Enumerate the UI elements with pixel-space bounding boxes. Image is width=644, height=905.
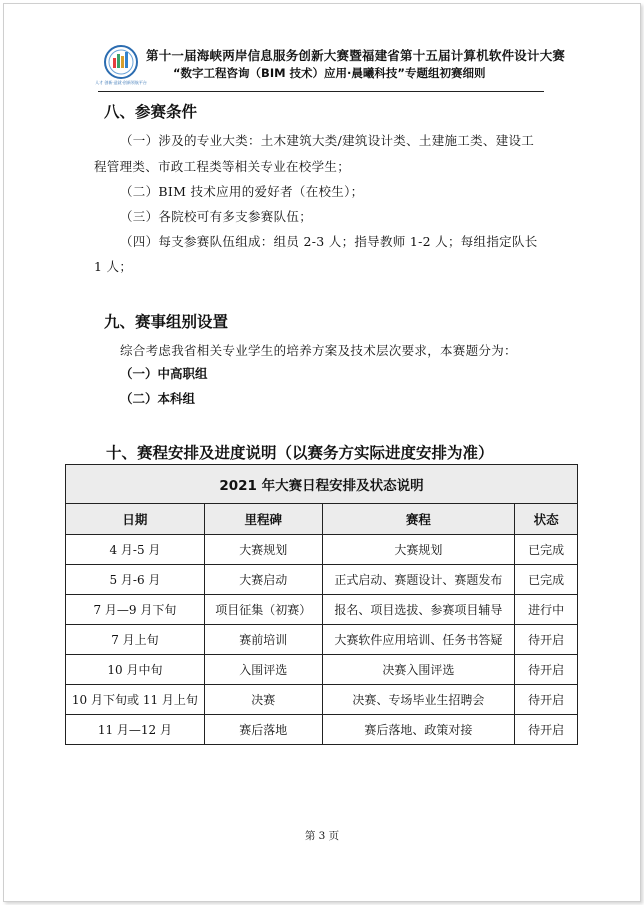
milestone-cell: 赛后落地 xyxy=(204,715,322,745)
contest-logo xyxy=(95,44,147,88)
column-header-schedule: 赛程 xyxy=(322,504,515,535)
date-cell: 10 月中旬 xyxy=(66,655,205,685)
milestone-cell: 赛前培训 xyxy=(204,625,322,655)
schedule-table xyxy=(65,464,578,745)
table-row xyxy=(66,565,578,595)
status-cell: 待开启 xyxy=(515,685,578,715)
page-number: 第 3 页 xyxy=(304,830,340,842)
milestone-cell: 大赛规划 xyxy=(204,535,322,565)
date-cell: 5 月-6 月 xyxy=(66,565,205,595)
table-row xyxy=(66,535,578,565)
section-8-para-1a: （一）涉及的专业大类：土木建筑大类/建筑设计类、土建施工类、建设工 xyxy=(120,133,535,148)
table-row xyxy=(66,655,578,685)
column-header-milestone: 里程碑 xyxy=(204,504,322,535)
date-cell: 4 月-5 月 xyxy=(66,535,205,565)
schedule-cell: 大赛规划 xyxy=(322,535,515,565)
date-cell: 7 月上旬 xyxy=(66,625,205,655)
header-divider xyxy=(98,91,544,92)
section-10-title: 十、赛程安排及进度说明（以赛务方实际进度安排为准） xyxy=(106,444,494,462)
section-8-para-1b: 程管理类、市政工程类等相关专业在校学生； xyxy=(94,159,351,174)
schedule-cell: 赛后落地、政策对接 xyxy=(322,715,515,745)
status-cell: 已完成 xyxy=(515,535,578,565)
section-8-para-2: （二）BIM 技术应用的爱好者（在校生）； xyxy=(120,184,364,199)
section-8-para-3: （三）各院校可有多支参赛队伍； xyxy=(120,209,313,224)
logo-caption: 人才 创新·造就·创新领航平台 xyxy=(95,80,147,85)
section-8-para-4a: （四）每支参赛队伍组成：组员 2-3 人；指导教师 1-2 人；每组指定队长 xyxy=(120,234,538,249)
status-cell: 待开启 xyxy=(515,715,578,745)
date-cell: 11 月—12 月 xyxy=(66,715,205,745)
milestone-cell: 决赛 xyxy=(204,685,322,715)
date-cell: 10 月下旬或 11 月上旬 xyxy=(66,685,205,715)
schedule-cell: 正式启动、赛题设计、赛题发布 xyxy=(322,565,515,595)
section-8-title: 八、参赛条件 xyxy=(104,103,198,121)
milestone-cell: 入围评选 xyxy=(204,655,322,685)
table-row xyxy=(66,625,578,655)
header-title-line1: 第十一届海峡两岸信息服务创新大赛暨福建省第十五届计算机软件设计大赛 xyxy=(146,48,566,63)
column-header-status: 状态 xyxy=(515,504,578,535)
status-cell: 待开启 xyxy=(515,625,578,655)
section-8-para-4b: 1 人； xyxy=(94,259,133,274)
status-cell: 已完成 xyxy=(515,565,578,595)
table-row xyxy=(66,715,578,745)
group-item-vocational: （一）中高职组 xyxy=(120,366,208,381)
milestone-cell: 大赛启动 xyxy=(204,565,322,595)
group-item-undergraduate: （二）本科组 xyxy=(120,391,196,406)
milestone-cell: 项目征集（初赛） xyxy=(204,595,322,625)
table-caption: 2021 年大赛日程安排及状态说明 xyxy=(66,465,578,504)
schedule-cell: 报名、项目选拔、参赛项目辅导 xyxy=(322,595,515,625)
status-cell: 进行中 xyxy=(515,595,578,625)
table-caption-row xyxy=(66,465,578,504)
page-header xyxy=(95,42,566,92)
table-header-row xyxy=(66,504,578,535)
section-9-intro: 综合考虑我省相关专业学生的培养方案及技术层次要求，本赛题分为： xyxy=(120,343,517,358)
date-cell: 7 月—9 月下旬 xyxy=(66,595,205,625)
schedule-cell: 决赛、专场毕业生招聘会 xyxy=(322,685,515,715)
column-header-date: 日期 xyxy=(66,504,205,535)
header-title-line2: “数字工程咨询（BIM 技术）应用·晨曦科技”专题组初赛细则 xyxy=(173,66,486,80)
schedule-cell: 大赛软件应用培训、任务书答疑 xyxy=(322,625,515,655)
table-row xyxy=(66,595,578,625)
status-cell: 待开启 xyxy=(515,655,578,685)
schedule-cell: 决赛入围评选 xyxy=(322,655,515,685)
section-9-title: 九、赛事组别设置 xyxy=(104,313,229,331)
table-row xyxy=(66,685,578,715)
